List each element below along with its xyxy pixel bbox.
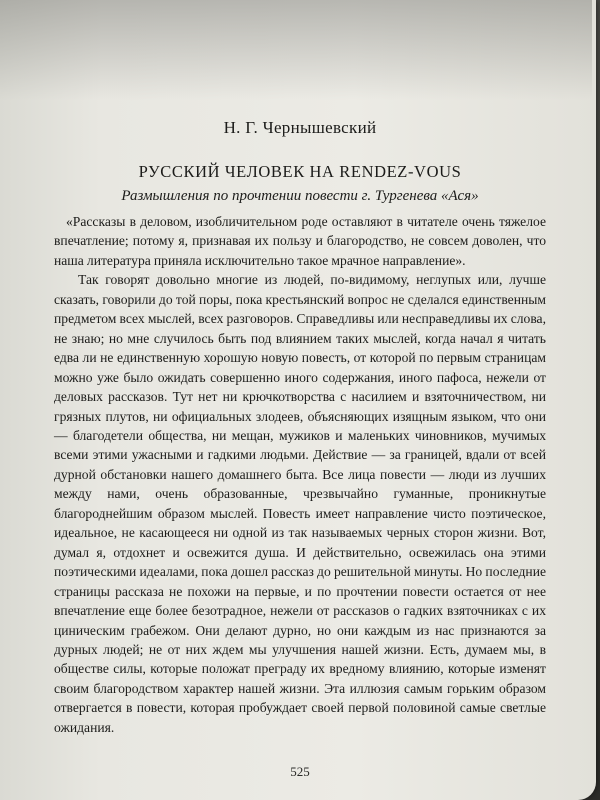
page-number: 525	[290, 764, 310, 779]
epigraph-quote: «Рассказы в деловом, изобличительном роде оставляют в читателе очень тяжелое впечатление; потому я, признавая их пользу и благородство, не совсем доволен, что наша литература приняла исключительно такое мрачное направление».	[54, 214, 546, 268]
body-paragraph: Так говорят довольно многие из людей, по-видимому, неглупых или, лучше сказать, говорили до той поры, пока крестьянский вопрос не сделался единственным предметом всех мыслей, всех разговоров. Справедливы или несправедливы их слова, не знаю; но мне случилось быть под влиянием таких мыслей, когда начал я читать едва ли не единственную хорошую новую повесть, от которой по первым страницам можно уже было ожидать совершенно иного содержания, иного пафоса, нежели от деловых рассказов. Тут нет ни крючкотворства с насилием и взяточничеством, ни грязных плутов, ни официальных злодеев, объясняющих изящным языком, что они — благодетели общества, ни мещан, мужиков и маленьких чиновников, мучимых всеми этими ужасными и гадкими людьми. Действие — за границей, вдали от всей дурной обстановки нашего домашнего быта. Все лица повести — люди из лучших между нами, очень образованные, чрезвычайно гуманные, проникнутые благороднейшим образом мыслей. Повесть имеет направление чисто поэтическое, идеальное, не касающееся ни одной из так называемых черных сторон жизни. Вот, думал я, отдохнет и освежится душа. И действительно, освежилась она этими поэтическими идеалами, пока дошел рассказ до решительной минуты. Но последние страницы рассказа не похожи на первые, и по прочтении повести остается от нее впечатление еще более безотрадное, нежели от рассказов о гадких взяточниках с их циническим грабежом. Они делают дурно, но они каждым из нас признаются за дурных людей; не от них ждем мы улучшения нашей жизни. Есть, думаем мы, в обществе силы, которые положат преграду их вредному влиянию, которые изменят своим благородством характер нашей жизни. Эта иллюзия самым горьким образом отвергается в повести, которая пробуждает своей первой половиной самые светлые ожидания.	[54, 272, 546, 735]
page-content	[54, 118, 546, 737]
author-name: Н. Г. Чернышевский	[223, 118, 377, 137]
article-subtitle: Размышления по прочтении повести г. Тургенева «Ася»	[121, 188, 479, 204]
article-title: РУССКИЙ ЧЕЛОВЕК НА RENDEZ-VOUS	[138, 162, 462, 181]
page-shadow	[0, 0, 592, 100]
